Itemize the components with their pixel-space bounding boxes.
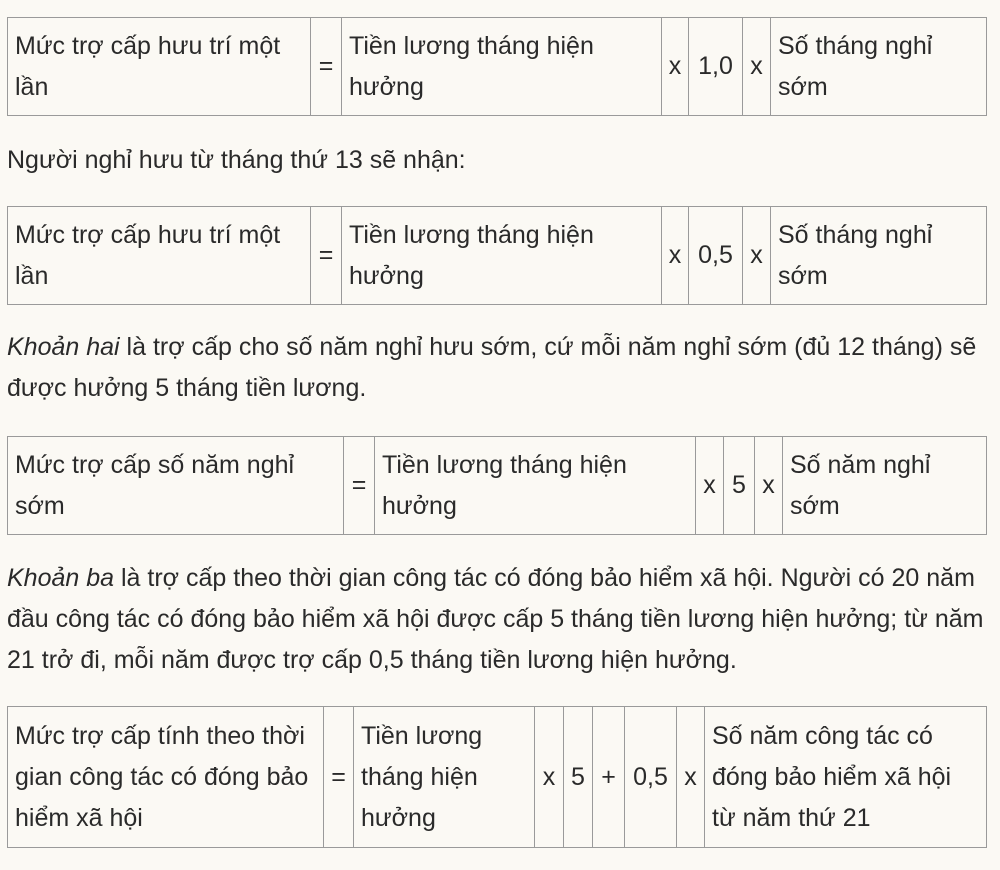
factor-value: 5 — [564, 707, 593, 848]
equals-sign: = — [311, 207, 342, 305]
equals-sign: = — [344, 437, 375, 535]
paragraph-3-italic: Khoản ba — [7, 564, 115, 592]
equals-sign: = — [324, 707, 354, 848]
paragraph-3 — [7, 558, 992, 681]
multiply-sign: x — [743, 207, 771, 305]
paragraph-1: Người nghỉ hưu từ tháng thứ 13 sẽ nhận: — [7, 146, 466, 174]
formula-table-3 — [7, 436, 987, 535]
paragraph-2-italic: Khoản hai — [7, 333, 120, 361]
factor-value: 5 — [724, 437, 755, 535]
formula-row — [8, 18, 987, 116]
salary-term: Tiền lương tháng hiện hưởng — [375, 437, 696, 535]
paragraph-2 — [7, 327, 992, 409]
factor-value: 0,5 — [689, 207, 743, 305]
salary-term: Tiền lương tháng hiện hưởng — [342, 207, 662, 305]
formula-label: Mức trợ cấp hưu trí một lần — [8, 18, 311, 116]
factor-value: 0,5 — [625, 707, 677, 848]
equals-sign: = — [311, 18, 342, 116]
multiply-sign: x — [696, 437, 724, 535]
formula-table-4 — [7, 706, 987, 848]
multiply-sign: x — [743, 18, 771, 116]
formula-label: Mức trợ cấp hưu trí một lần — [8, 207, 311, 305]
years-term: Số năm công tác có đóng bảo hiểm xã hội từ năm thứ 21 — [705, 707, 987, 848]
formula-table-2 — [7, 206, 987, 305]
formula-label: Mức trợ cấp tính theo thời gian công tác có đóng bảo hiểm xã hội — [8, 707, 324, 848]
factor-value: 1,0 — [689, 18, 743, 116]
formula-table-1 — [7, 17, 987, 116]
months-term: Số tháng nghỉ sớm — [771, 207, 987, 305]
formula-row — [8, 207, 987, 305]
paragraph-3-text: là trợ cấp theo thời gian công tác có đóng bảo hiểm xã hội. Người có 20 năm đầu công tác có đóng bảo hiểm xã hội được cấp 5 tháng tiền lương hiện hưởng; từ năm 21 trở đi, mỗi năm được trợ cấp 0,5 tháng tiền lương hiện hưởng. — [7, 564, 984, 674]
paragraph-2-text: là trợ cấp cho số năm nghỉ hưu sớm, cứ mỗi năm nghỉ sớm (đủ 12 tháng) sẽ được hưởng 5 tháng tiền lương. — [7, 333, 977, 402]
multiply-sign: x — [662, 207, 689, 305]
multiply-sign: x — [662, 18, 689, 116]
formula-label: Mức trợ cấp số năm nghỉ sớm — [8, 437, 344, 535]
years-term: Số năm nghỉ sớm — [783, 437, 987, 535]
multiply-sign: x — [755, 437, 783, 535]
multiply-sign: x — [677, 707, 705, 848]
salary-term: Tiền lương tháng hiện hưởng — [354, 707, 535, 848]
multiply-sign: x — [535, 707, 564, 848]
salary-term: Tiền lương tháng hiện hưởng — [342, 18, 662, 116]
formula-row — [8, 437, 987, 535]
formula-row — [8, 707, 987, 848]
plus-sign: + — [593, 707, 625, 848]
months-term: Số tháng nghỉ sớm — [771, 18, 987, 116]
